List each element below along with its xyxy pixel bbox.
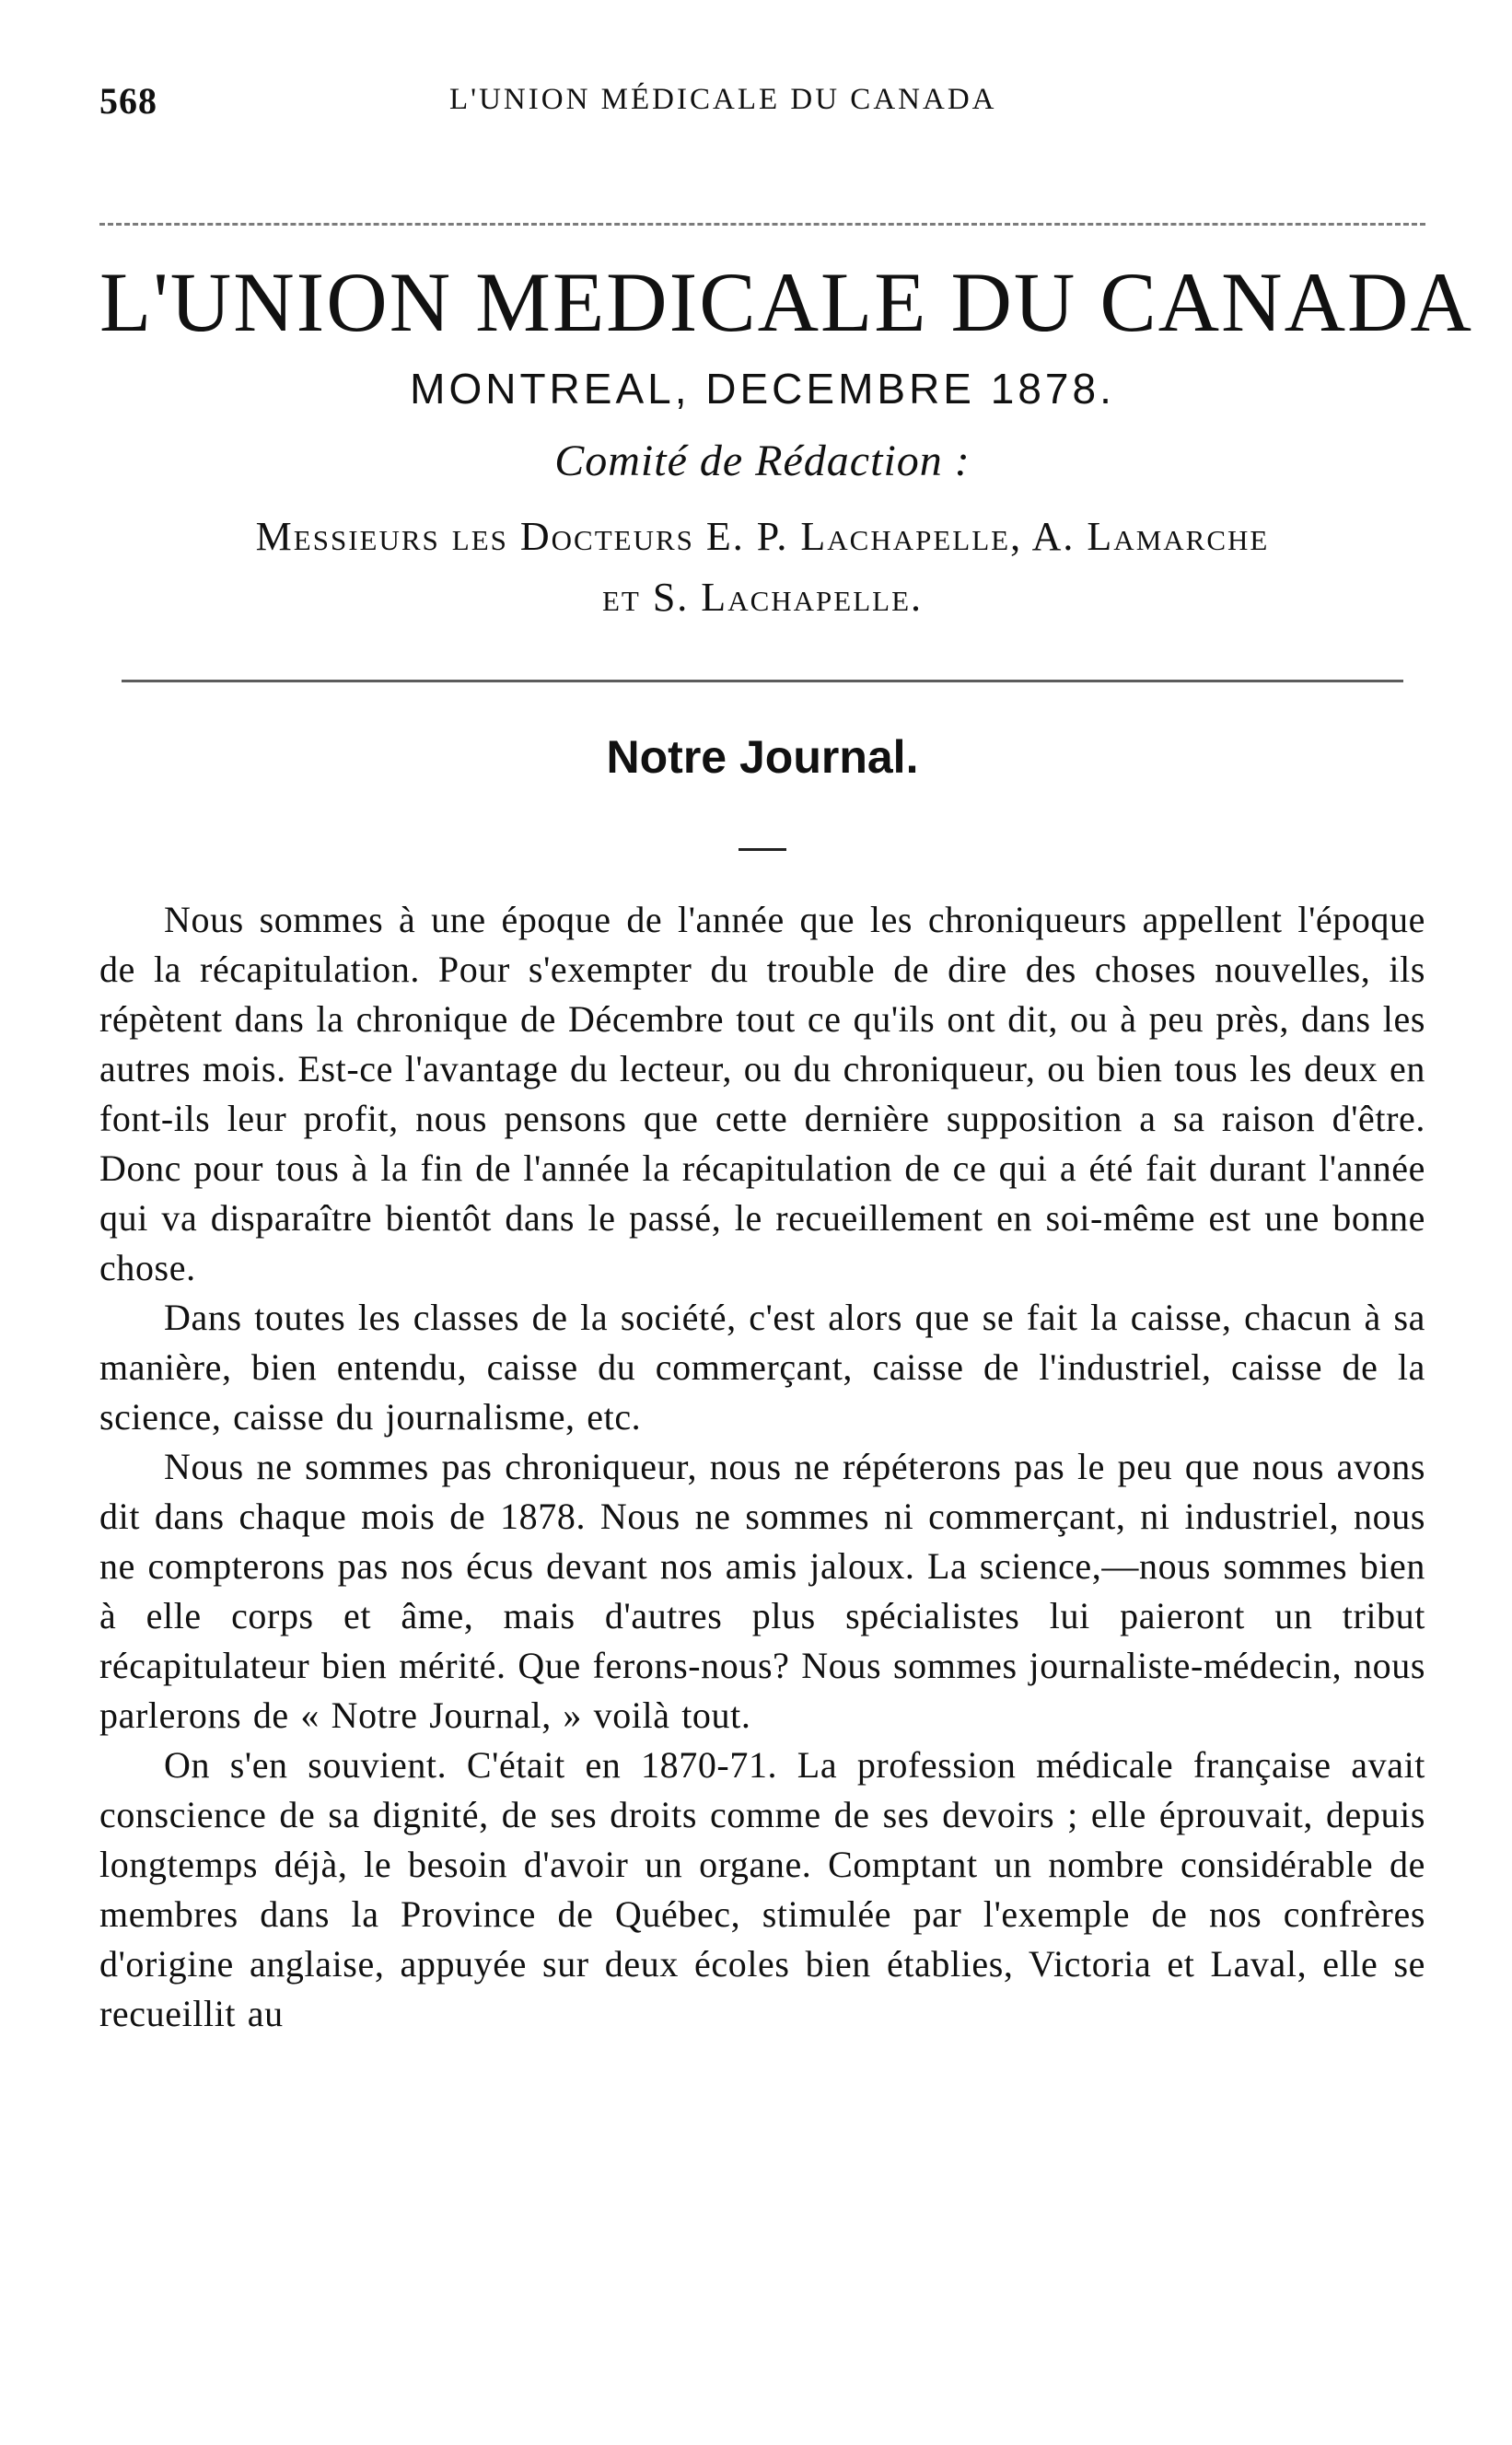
paragraph: On s'en souvient. C'était en 1870-71. La profession médicale française avait conscience de sa dignité, de ses droits comme de ses devoirs ; elle éprouvait, depuis longtemps déjà, le besoin d'avoir un organe. Comptant un nombre considérable de membres dans la Province de Québec, stimulée par l'exemple de nos confrères d'origine anglaise, appuyée sur deux écoles bien établies, Victoria et Laval, elle se recueillit au <box>99 1744 1425 2034</box>
paragraph: Nous ne sommes pas chroniqueur, nous ne répéterons pas le peu que nous avons dit dans chaque mois de 1878. Nous ne sommes ni commerçant, ni industriel, nous ne compterons pas nos écus devant nos amis jaloux. La science,—nous sommes bien à elle corps et âme, mais d'autres plus spécialistes lui paieront un tribut récapitulateur bien mérité. Que ferons-nous? Nous sommes journaliste-médecin, nous parlerons de « Notre Journal, » voilà tout. <box>99 1446 1425 1736</box>
editors-list <box>99 506 1425 628</box>
running-header <box>99 79 1425 125</box>
committee-label: Comité de Rédaction : <box>554 437 971 485</box>
journal-page <box>99 79 1473 2039</box>
section-divider <box>122 680 1403 682</box>
paragraph: Dans toutes les classes de la société, c'est alors que se fait la caisse, chacun à sa manière, bien entendu, caisse du commerçant, caisse de l'industriel, caisse de la science, caisse du journalisme, etc. <box>99 1297 1425 1438</box>
paragraph: Nous sommes à une époque de l'année que les chroniqueurs appellent l'époque de la récapitulation. Pour s'exempter du trouble de dire des choses nouvelles, ils répètent dans la chronique de Décembre tout ce qu'ils ont dit, ou à peu près, dans les autres mois. Est-ce l'avantage du lecteur, ou du chroniqueur, ou bien tous les deux en font-ils leur profit, nous pensons que cette dernière supposition a sa raison d'être. Donc pour tous à la fin de l'année la récapitulation de ce qui a été fait durant l'année qui va disparaître bientôt dans le passé, le recueillement en soi-même est une bonne chose. <box>99 899 1425 1288</box>
dateline: MONTREAL, DECEMBRE 1878. <box>410 365 1115 413</box>
article-title: Notre Journal. <box>606 731 919 783</box>
title-rule <box>739 848 786 851</box>
running-title: L'UNION MÉDICALE DU CANADA <box>449 83 997 116</box>
article-body <box>99 895 1425 2039</box>
editors-line-1: Messieurs les Docteurs E. P. Lachapelle, A. Lamarche <box>255 514 1270 559</box>
top-divider <box>99 223 1425 226</box>
editors-line-2: et S. Lachapelle. <box>601 575 924 620</box>
page-number: 568 <box>99 80 157 122</box>
masthead-title: L'UNION MEDICALE DU CANADA <box>99 255 1473 349</box>
